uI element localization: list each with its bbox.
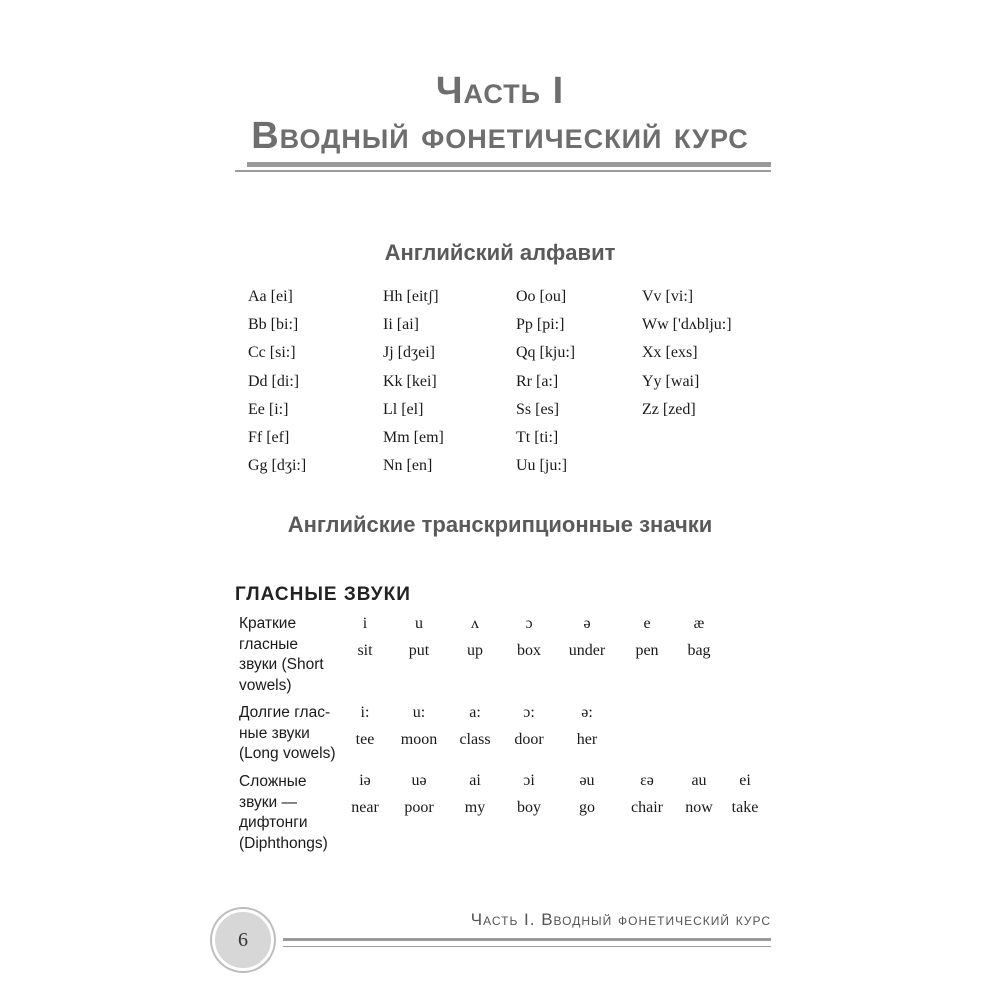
example-word: sit	[357, 642, 373, 659]
part-title: Часть I	[435, 70, 565, 112]
label-line: гласные	[239, 635, 299, 653]
alphabet-letter: Ll [el]	[383, 400, 424, 418]
vowel-symbol: ʌ	[471, 615, 479, 632]
vowel-symbol: əu	[579, 772, 595, 789]
alphabet-letter: Zz [zed]	[642, 400, 696, 418]
label-line: звуки (Short	[239, 656, 324, 673]
alphabet-letter: Ii [ai]	[383, 316, 419, 334]
label-line: Долгие глас-	[239, 704, 331, 721]
example-word: my	[464, 799, 486, 816]
alphabet-letter: Ee [i:]	[248, 400, 289, 418]
title-rule-thick	[247, 162, 771, 167]
vowel-symbol: uə	[411, 772, 427, 789]
alphabet-letter: Xx [exs]	[642, 344, 698, 362]
example-word: under	[568, 642, 606, 659]
vowel-symbol: ɔi	[523, 772, 535, 789]
vowel-symbol: ɛə	[640, 772, 654, 789]
alphabet-letter: Dd [di:]	[248, 372, 300, 390]
running-head: Часть I. Вводный фонетический курс	[470, 910, 771, 929]
alphabet-letter: Ff [ef]	[248, 428, 290, 446]
footer-rule-thin	[283, 946, 771, 947]
example-word: tee	[355, 731, 375, 748]
alphabet-letter: Pp [pi:]	[516, 316, 565, 334]
label-line: Сложные	[239, 773, 307, 790]
example-word: her	[576, 731, 598, 748]
alphabet-letter: Cc [si:]	[248, 344, 296, 362]
label-line: дифтонги	[239, 814, 308, 831]
example-word: poor	[404, 799, 434, 816]
part-subtitle: Вводный фонетический курс	[251, 115, 749, 157]
vowel-symbol: ə:	[581, 704, 593, 721]
vowel-symbol: æ	[693, 615, 705, 632]
alphabet-letter: Rr [a:]	[516, 372, 559, 390]
example-word: up	[467, 642, 483, 659]
label-line: vowels)	[239, 676, 292, 694]
vowel-symbol: i	[362, 615, 368, 632]
example-word: boy	[517, 799, 541, 816]
alphabet-letter: Uu [ju:]	[516, 457, 568, 475]
short-vowels-label	[239, 614, 324, 696]
example-word: class	[459, 731, 491, 748]
alphabet-letter: Jj [dʒei]	[383, 344, 435, 362]
alphabet-letter: Hh [eitʃ]	[383, 288, 439, 305]
example-word: now	[685, 799, 713, 816]
example-word: moon	[400, 731, 438, 748]
alphabet-letter: Kk [kei]	[383, 372, 437, 390]
vowel-symbol: u	[415, 615, 423, 632]
label-line: (Long vowels)	[239, 745, 336, 762]
alphabet-letter: Tt [ti:]	[516, 428, 559, 446]
example-word: chair	[631, 799, 663, 816]
diphthongs-label	[239, 772, 328, 854]
vowel-symbol: ə	[583, 615, 591, 632]
vowels-heading: ГЛАСНЫЕ ЗВУКИ	[235, 584, 411, 605]
alphabet-column-4	[642, 283, 732, 424]
alphabet-letter: Mm [em]	[383, 428, 444, 446]
example-word: pen	[635, 642, 659, 659]
vowel-symbol: ɔ:	[523, 704, 535, 721]
example-word: near	[351, 799, 379, 816]
alphabet-letter: Nn [en]	[383, 457, 433, 475]
alphabet-column-1	[248, 283, 306, 480]
example-word: door	[514, 731, 544, 748]
example-word: put	[408, 642, 430, 659]
label-line: (Diphthongs)	[239, 834, 328, 852]
label-line: Краткие	[239, 615, 297, 632]
vowel-symbol: au	[691, 772, 707, 789]
alphabet-letter: Aa [ei]	[248, 288, 293, 305]
alphabet-letter: Ww ['dʌblju:]	[642, 316, 732, 334]
label-line: звуки —	[239, 793, 297, 811]
vowel-symbol: i:	[360, 704, 370, 721]
example-word: box	[517, 642, 541, 659]
vowel-symbol: ɔ	[525, 615, 533, 632]
alphabet-column-3	[516, 283, 575, 480]
alphabet-letter: Vv [vi:]	[642, 288, 694, 305]
label-line: ные звуки	[239, 724, 310, 742]
alphabet-letter: Gg [dʒi:]	[248, 457, 307, 475]
long-vowels-label	[239, 703, 336, 765]
alphabet-heading: Английский алфавит	[384, 240, 616, 265]
vowel-symbol: ei	[739, 772, 751, 789]
footer-rule-thick	[283, 938, 771, 941]
title-rule-thin	[235, 170, 771, 172]
vowel-symbol: a:	[469, 704, 481, 721]
example-word: bag	[687, 642, 711, 659]
vowel-symbol: e	[643, 615, 651, 632]
page-number: 6	[212, 909, 274, 971]
transcription-heading: Английские транскрипционные значки	[287, 512, 713, 537]
alphabet-letter: Bb [bi:]	[248, 316, 299, 334]
vowel-symbol: ai	[469, 772, 481, 789]
example-word: go	[579, 799, 595, 816]
vowel-symbol: u:	[412, 704, 426, 721]
alphabet-letter: Yy [wai]	[642, 372, 700, 390]
vowel-symbol: iə	[359, 772, 371, 789]
alphabet-letter: Qq [kju:]	[516, 344, 576, 362]
alphabet-letter: Ss [es]	[516, 400, 560, 418]
alphabet-letter: Oo [ou]	[516, 288, 567, 305]
alphabet-column-2	[383, 283, 444, 480]
example-word: take	[731, 799, 759, 816]
